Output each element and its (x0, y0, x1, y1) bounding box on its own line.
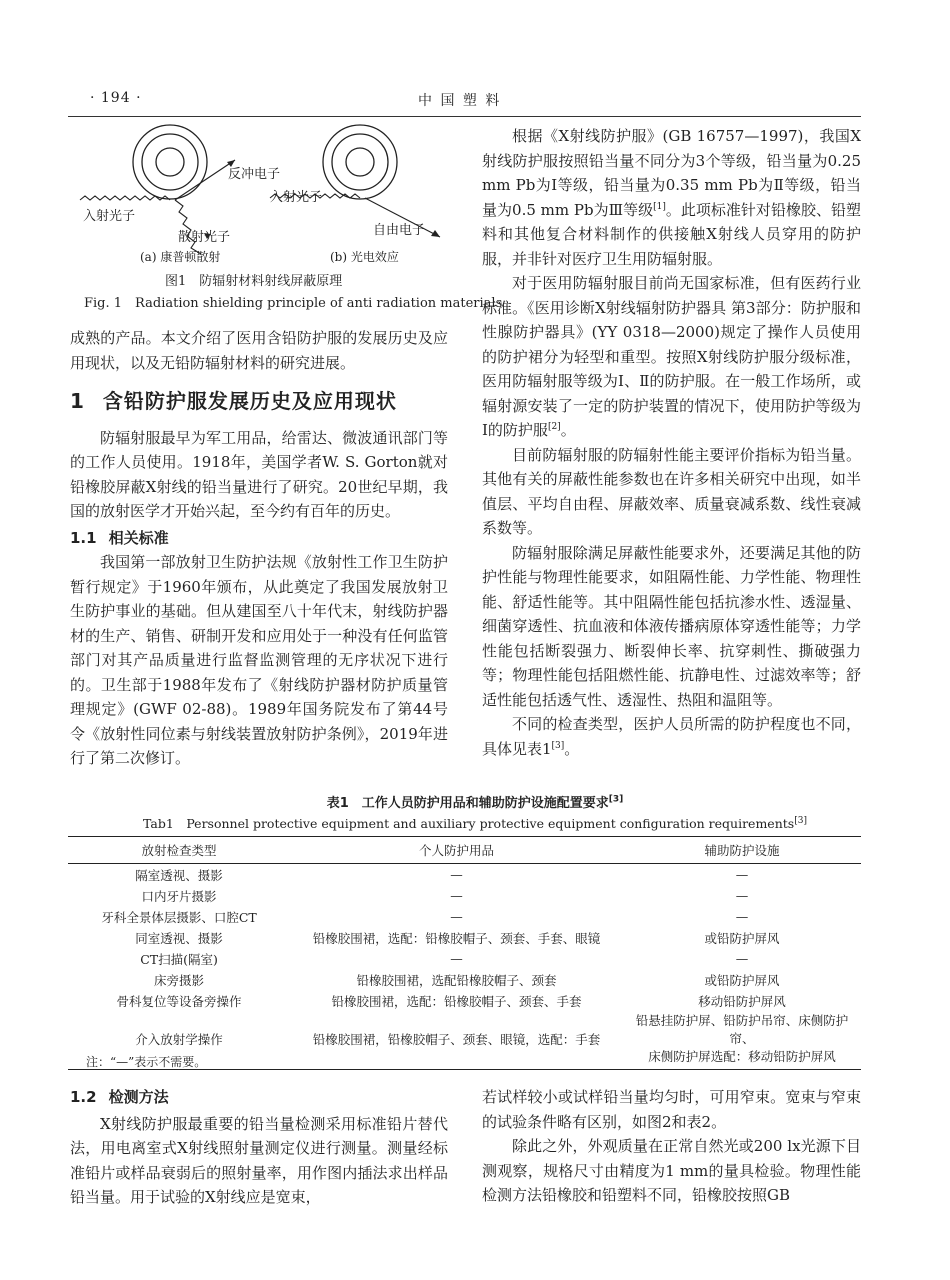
table-row: 口内牙片摄影 — — (141, 888, 749, 904)
table-title-cn: 表1 工作人员防护用品和辅助防护设施配置要求[3] (326, 794, 624, 811)
protection-table (68, 836, 861, 1070)
col-header-auxiliary-facility: 辅助防护设施 (623, 837, 861, 864)
table-row: 床旁摄影 铅橡胶围裙，选配铅橡胶帽子、颈套 或铅防护屏风 (154, 972, 780, 988)
page-number: · 194 · (90, 90, 142, 106)
right-paragraph-5: 不同的检查类型，医护人员所需的防护程度也不同，具体见表1[3]。 (482, 715, 861, 758)
table-row: 隔室透视、摄影 — — (135, 867, 749, 883)
label-incident-photon-a: 入射光子 (83, 209, 136, 224)
citation-2: [2] (547, 422, 561, 432)
subsection-1-2-number: 1.2 (70, 1088, 97, 1106)
figure-caption-cn: 图1 防辐射材料射线屏蔽原理 (165, 274, 343, 289)
section-1-title: 含铅防护服发展历史及应用现状 (102, 389, 397, 413)
right-paragraph-2: 对于医用防辐射服目前尚无国家标准，但有医药行业标准。《医用诊断X射线辐射防护器具 第3部分：防护服和性腺防护器具》(YY 0318—2000)规定了操作人员使用的防护裙分为轻型和重型。按照X射线防护服分级标准，医用防辐射服等级为Ⅰ、Ⅱ的防护服。在一般工作场所，或辐射源安装了一定的防护装置的情况下，使用防护等级为Ⅰ的防护服[2]。 (482, 274, 861, 439)
intro-paragraph-end: 成熟的产品。本文介绍了医用含铅防护服的发展历史及应用现状，以及无铅防辐射材料的研究进展。 (70, 329, 448, 372)
right-paragraph-3: 目前防辐射服的防辐射性能主要评价指标为铅当量。其他有关的屏蔽性能参数也在许多相关研究中出现，如半值层、平均自由程、屏蔽效率、质量衰减系数、线性衰减系数等。 (482, 445, 861, 537)
label-free-electron: 自由电子 (373, 223, 426, 238)
bottom-right-paragraph-1: 若试样较小或试样铅当量均匀时，可用窄束。宽束与窄束的试验条件略有区别，如图2和表2。 (482, 1088, 861, 1131)
atom-nucleus-a (156, 148, 184, 176)
atom-shell-mid-b (332, 134, 388, 190)
subfigure-a-label: (a) 康普顿散射 (140, 250, 221, 264)
atom-nucleus-b (346, 148, 374, 176)
right-paragraph-1: 根据《X射线防护服》(GB 16757—1997)，我国X射线防护服按照铅当量不同分为3个等级，铅当量为0.25 mm Pb为Ⅰ等级，铅当量为0.35 mm Pb为Ⅱ等级，铅当量为0.5 mm Pb为Ⅲ等级[1]。此项标准针对铅橡胶、铅塑料和其他复合材料制作的供接触X射线人员穿用的防护服，并非针对医疗卫生用防辐射服。 (482, 127, 861, 268)
table-row: 骨科复位等设备旁操作 铅橡胶围裙，选配：铅橡胶帽子、颈套、手套 移动铅防护屏风 (116, 993, 786, 1009)
table-row: 同室透视、摄影 铅橡胶围裙，选配：铅橡胶帽子、颈套、手套、眼镜 或铅防护屏风 (135, 930, 780, 946)
right-paragraph-4: 防辐射服除满足屏蔽性能要求外，还要满足其他的防护性能与物理性能要求，如阻隔性能、力学性能、物理性能、舒适性能等。其中阻隔性能包括抗渗水性、透湿量、细菌穿透性、抗血液和体液传播病原体穿透性能等；力学性能包括断裂强力、断裂伸长率、抗穿刺性、撕破强力等；物理性能包括阻燃性能、抗静电性、过滤效率等；舒适性能包括透气性、透湿性、热阻和温阻等。 (482, 543, 861, 709)
section-1-paragraph: 防辐射服最早为军工用品，给雷达、微波通讯部门等的工作人员使用。1918年，美国学者W. S. Gorton就对铅橡胶屏蔽X射线的铅当量进行了研究。20世纪早期，我国的放射医学才开始兴起，至今约有百年的历史。 (70, 428, 448, 520)
figure-caption-en: Fig. 1 Radiation shielding principle of anti radiation materials (84, 296, 503, 311)
table-header-row (68, 837, 861, 864)
subsection-1-1-heading (70, 526, 448, 551)
subsection-1-2-paragraph: X射线防护服最重要的铅当量检测采用标准铅片替代法，用电离室式X射线照射量测定仪进行测量。测量经标准铅片或样品衰弱后的照射量率，用作图内插法求出样品铅当量。用于试验的X射线应是宽束， (70, 1114, 448, 1206)
left-column (70, 326, 448, 771)
label-recoil-electron: 反冲电子 (228, 167, 281, 182)
journal-name: 中 国 塑 料 (418, 93, 502, 109)
label-incident-photon-b: 入射光子 (270, 190, 323, 205)
section-1-number: 1 (70, 389, 85, 413)
subsection-1-1-number: 1.1 (70, 528, 97, 547)
table-row: 牙科全景体层摄影、口腔CT — — (101, 909, 749, 925)
col-header-personal-equipment: 个人防护用品 (290, 837, 623, 864)
citation-1: [1] (653, 201, 666, 212)
section-1-heading (70, 389, 448, 414)
bottom-right-column (482, 1085, 861, 1208)
table-row: 介入放射学操作 铅橡胶围裙，铅橡胶帽子、颈套、眼镜，选配：手套 铅悬挂防护屏、铅防护吊帘、床侧防护帘、 床侧防护屏选配：移动铅防护屏风 (68, 1011, 861, 1070)
atom-shell-outer-a (133, 125, 207, 199)
col-header-exam-type: 放射检查类型 (68, 837, 290, 864)
bottom-left-column (70, 1085, 448, 1210)
subsection-1-2-heading (70, 1085, 448, 1110)
table-note: 注：“—”表示不需要。 (86, 1055, 207, 1069)
atom-shell-outer-b (323, 125, 397, 199)
table-title-en: Tab1 Personnel protective equipment and auxiliary protective equipment configuration requirements[3] (143, 815, 807, 831)
table-row: CT扫描(隔室) — — (140, 951, 749, 967)
label-scattered-photon: 散射光子 (178, 230, 231, 245)
subsection-1-1-paragraph: 我国第一部放射卫生防护法规《放射性工作卫生防护暂行规定》于1960年颁布，从此奠定了我国发展放射卫生防护事业的基础。但从建国至八十年代末，射线防护器材的生产、销售、研制开发和应用处于一种没有任何监管部门对其产品质量进行监督监测管理的无序状况下进行的。卫生部于1988年发布了《射线防护器材防护质量管理规定》(GWF 02-88)。1989年国务院发布了第44号令《放射性同位素与射线装置放射防护条例》，2019年进行了第二次修订。 (70, 553, 448, 767)
subsection-1-1-title: 相关标准 (108, 528, 169, 547)
right-column (482, 124, 861, 761)
header-rule (68, 116, 861, 117)
bottom-right-paragraph-2: 除此之外，外观质量在正常自然光或200 lx光源下目测观察，规格尺寸由精度为1 mm的量具检验。物理性能检测方法铅橡胶和铅塑料不同，铅橡胶按照GB (482, 1137, 861, 1204)
incident-photon-a (80, 196, 170, 200)
subsection-1-2-title: 检测方法 (108, 1088, 169, 1106)
subfigure-b-label: (b) 光电效应 (330, 250, 399, 264)
citation-3: [3] (551, 740, 565, 751)
atom-shell-mid-a (142, 134, 198, 190)
